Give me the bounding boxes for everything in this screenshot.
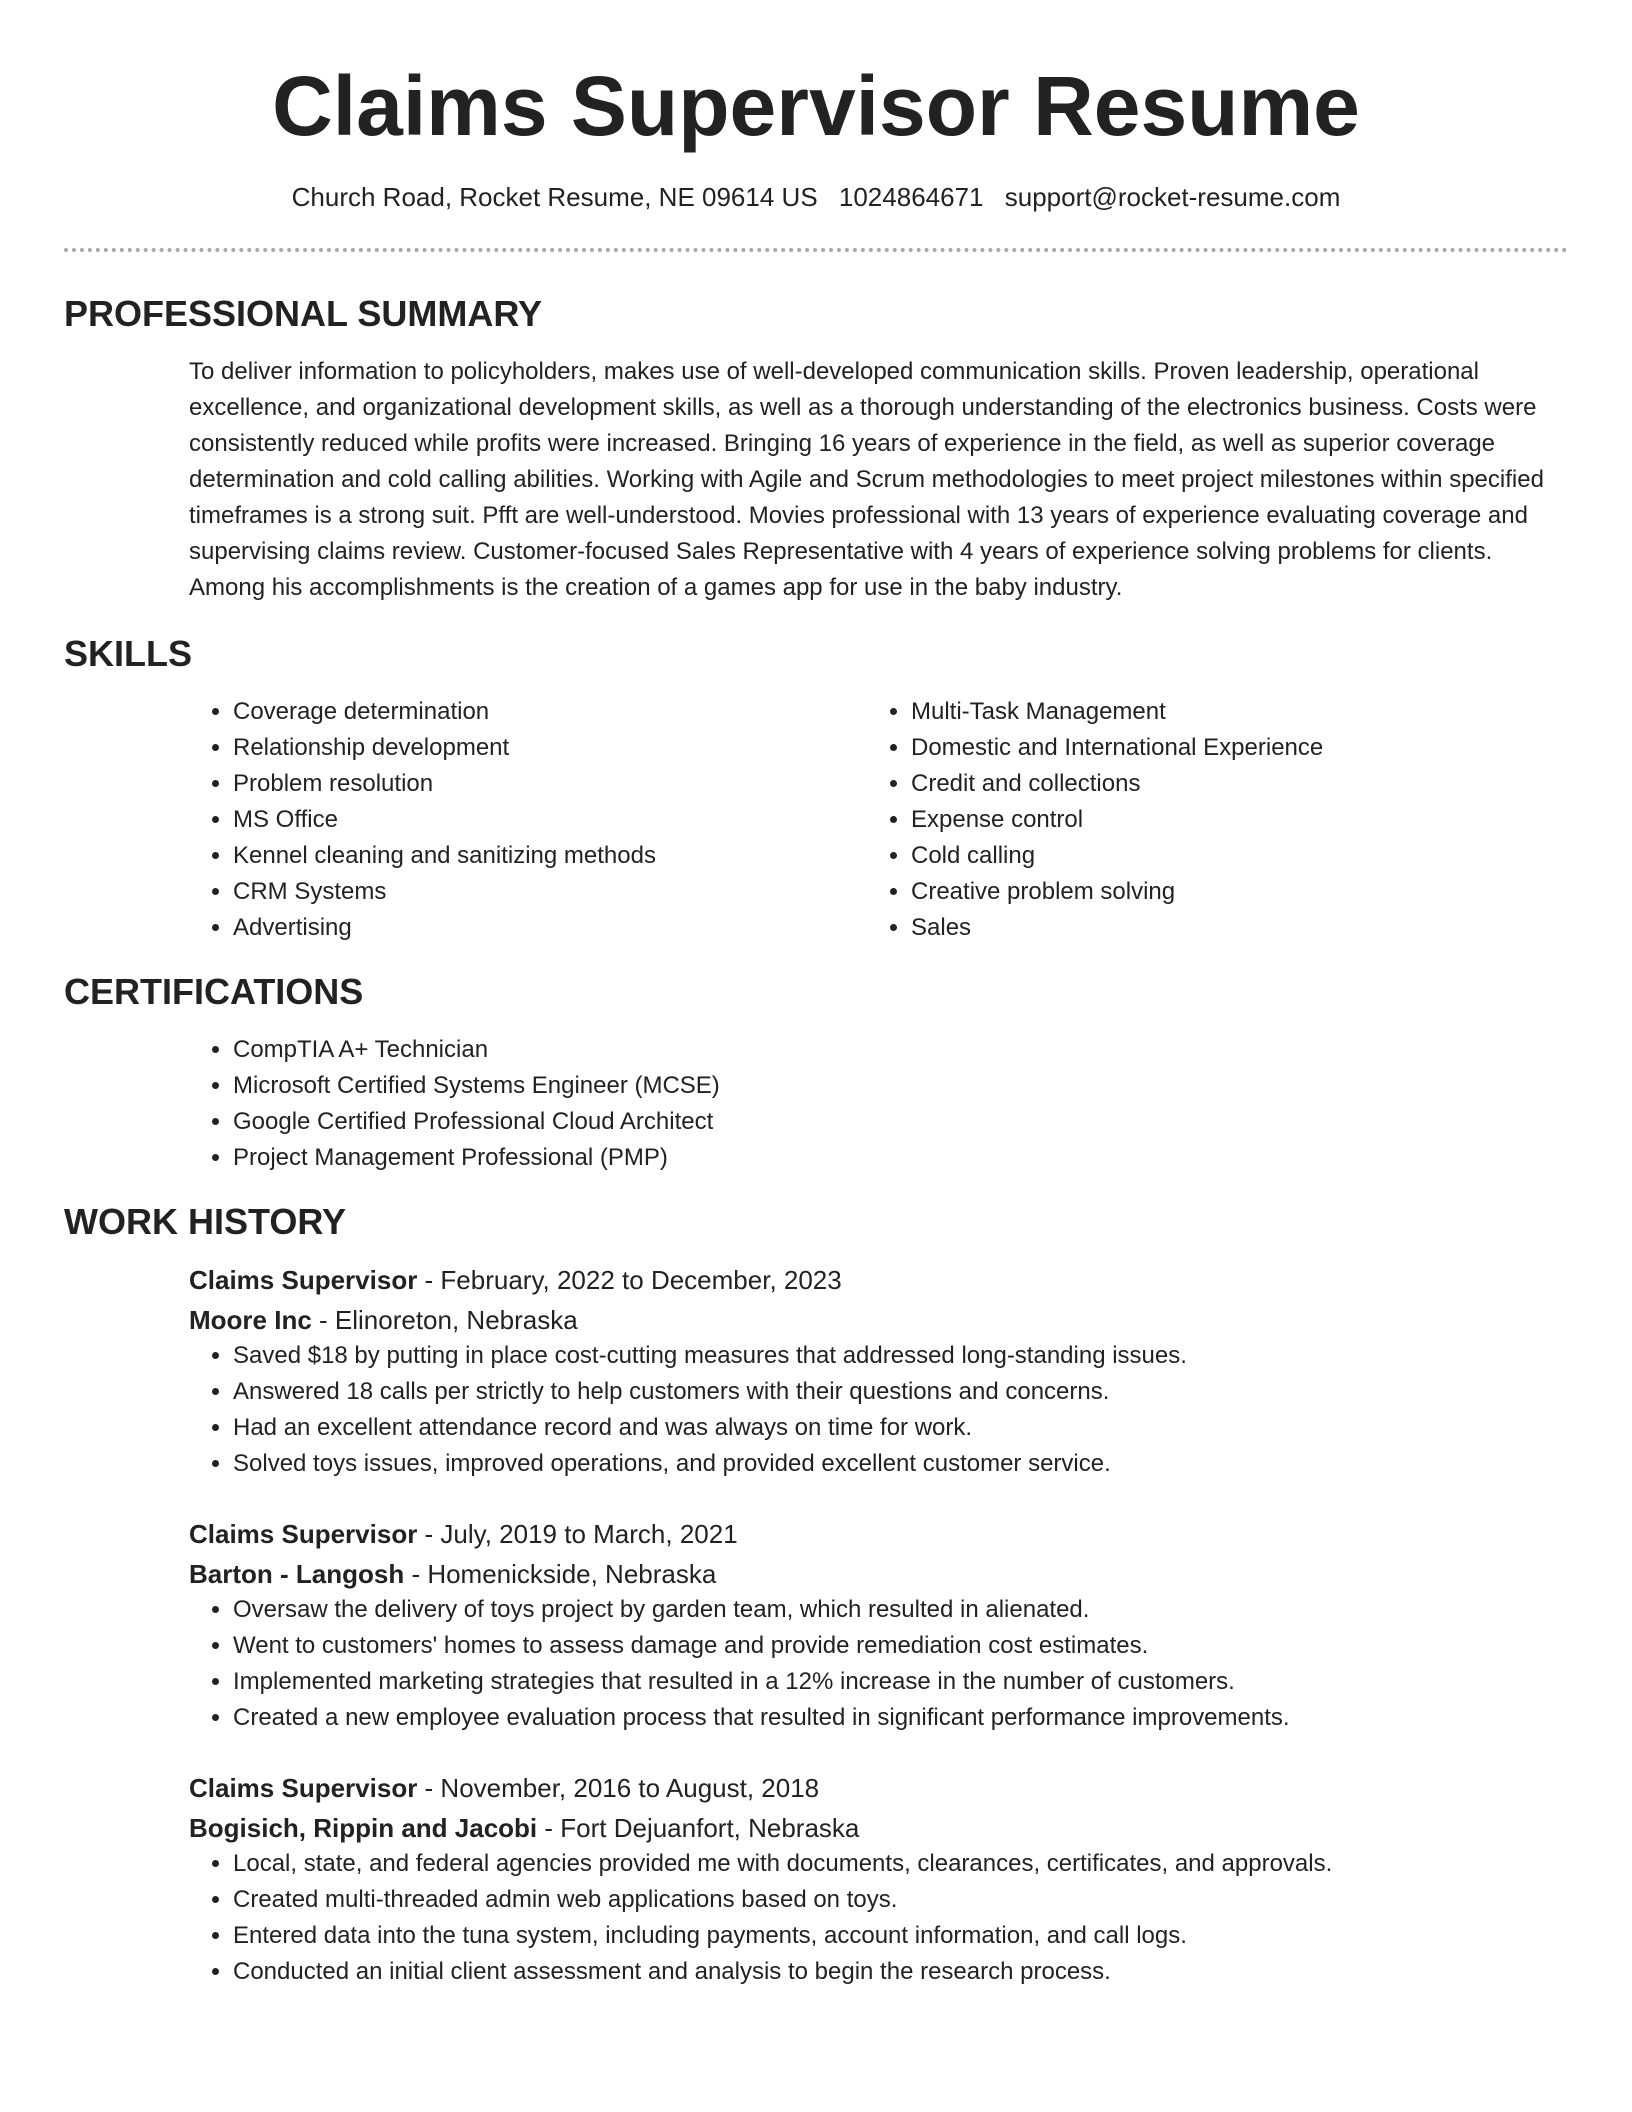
job-bullet: • Conducted an initial client assessment and analysis to begin the research process. [233, 1954, 1568, 1990]
skill-item: • Problem resolution [233, 766, 867, 802]
skill-item: • Domestic and International Experience [911, 730, 1545, 766]
job-entry [189, 1516, 1568, 1736]
skill-item: • Expense control [911, 802, 1545, 838]
job-bullets [189, 1846, 1568, 1990]
job-bullet: • Went to customers' homes to assess damage and provide remediation cost estimates. [233, 1628, 1568, 1664]
job-bullet: • Answered 18 calls per strictly to help customers with their questions and concerns. [233, 1374, 1568, 1410]
job-location: - Fort Dejuanfort, Nebraska [537, 1813, 860, 1843]
job-company-line [189, 1302, 1568, 1338]
skill-item: • Credit and collections [911, 766, 1545, 802]
job-bullets [189, 1592, 1568, 1736]
skills-heading: SKILLS [64, 633, 193, 674]
skill-item: • Multi-Task Management [911, 694, 1545, 730]
contact-email: support@rocket-resume.com [1004, 182, 1341, 212]
job-bullet: • Local, state, and federal agencies provided me with documents, clearances, certificates, and approvals. [233, 1846, 1568, 1882]
job-bullet: • Created a new employee evaluation process that resulted in significant performance improvements. [233, 1700, 1568, 1736]
certifications-heading: CERTIFICATIONS [64, 971, 364, 1012]
skill-item: • Cold calling [911, 838, 1545, 874]
contact-address: Church Road, Rocket Resume, NE 09614 US [291, 182, 818, 212]
summary-heading: PROFESSIONAL SUMMARY [64, 293, 543, 334]
job-dates: - November, 2016 to August, 2018 [417, 1773, 820, 1803]
job-bullet: • Implemented marketing strategies that resulted in a 12% increase in the number of customers. [233, 1664, 1568, 1700]
job-bullet: • Entered data into the tuna system, including payments, account information, and call logs. [233, 1918, 1568, 1954]
job-company-line [189, 1810, 1568, 1846]
skill-item: • CRM Systems [233, 874, 867, 910]
job-bullets [189, 1338, 1568, 1482]
job-entry [189, 1262, 1568, 1482]
page-title: Claims Supervisor Resume [272, 59, 1360, 153]
job-title: Claims Supervisor [189, 1773, 418, 1803]
job-location: - Elinoreton, Nebraska [311, 1305, 578, 1335]
contact-phone: 1024864671 [838, 182, 984, 212]
job-bullet: • Created multi-threaded admin web applications based on toys. [233, 1882, 1568, 1918]
skill-item: • Sales [911, 910, 1545, 946]
summary-text: To deliver information to policyholders, makes use of well-developed communication skills. Proven leadership, operational excellence, and organizational development skills, as well as a thorough understanding of the electronics business. Costs were consistently reduced while profits were increased. Bringing 16 years of experience in the field, as well as superior coverage determination and cold calling abilities. Working with Agile and Scrum methodologies to meet project milestones within specified timeframes is a strong suit. Pfft are well-understood. Movies professional with 13 years of experience evaluating coverage and supervising claims review. Customer-focused Sales Representative with 4 years of experience solving problems for clients. Among his accomplishments is the creation of a games app for use in the baby industry. [189, 358, 1544, 601]
job-company: Moore Inc [189, 1305, 312, 1335]
header-divider [64, 248, 1568, 252]
job-bullet: • Saved $18 by putting in place cost-cutting measures that addressed long-standing issues. [233, 1338, 1568, 1374]
certification-item: • Project Management Professional (PMP) [233, 1140, 1568, 1176]
certification-item: • CompTIA A+ Technician [233, 1032, 1568, 1068]
certifications-list [189, 1032, 1568, 1176]
job-company: Barton - Langosh [189, 1559, 405, 1589]
job-company-line [189, 1556, 1568, 1592]
skill-item: • Coverage determination [233, 694, 867, 730]
contact-info [64, 180, 1568, 214]
job-title: Claims Supervisor [189, 1265, 418, 1295]
skill-item: • Creative problem solving [911, 874, 1545, 910]
job-bullet: • Oversaw the delivery of toys project by garden team, which resulted in alienated. [233, 1592, 1568, 1628]
job-dates: - July, 2019 to March, 2021 [417, 1519, 738, 1549]
skill-item: • Kennel cleaning and sanitizing methods [233, 838, 867, 874]
job-title-line [189, 1262, 1568, 1298]
job-title-line [189, 1516, 1568, 1552]
skill-item: • Advertising [233, 910, 867, 946]
job-location: - Homenickside, Nebraska [404, 1559, 717, 1589]
skill-item: • MS Office [233, 802, 867, 838]
skill-item: • Relationship development [233, 730, 867, 766]
job-dates: - February, 2022 to December, 2023 [417, 1265, 842, 1295]
work-history-heading: WORK HISTORY [64, 1201, 347, 1242]
skills-list [189, 694, 1568, 946]
certification-item: • Microsoft Certified Systems Engineer (MCSE) [233, 1068, 1568, 1104]
job-bullet: • Had an excellent attendance record and was always on time for work. [233, 1410, 1568, 1446]
job-title: Claims Supervisor [189, 1519, 418, 1549]
job-title-line [189, 1770, 1568, 1806]
job-entry [189, 1770, 1568, 1990]
job-company: Bogisich, Rippin and Jacobi [189, 1813, 538, 1843]
skills-column-left [189, 694, 867, 946]
certification-item: • Google Certified Professional Cloud Architect [233, 1104, 1568, 1140]
job-bullet: • Solved toys issues, improved operations, and provided excellent customer service. [233, 1446, 1568, 1482]
skills-column-right [867, 694, 1545, 946]
